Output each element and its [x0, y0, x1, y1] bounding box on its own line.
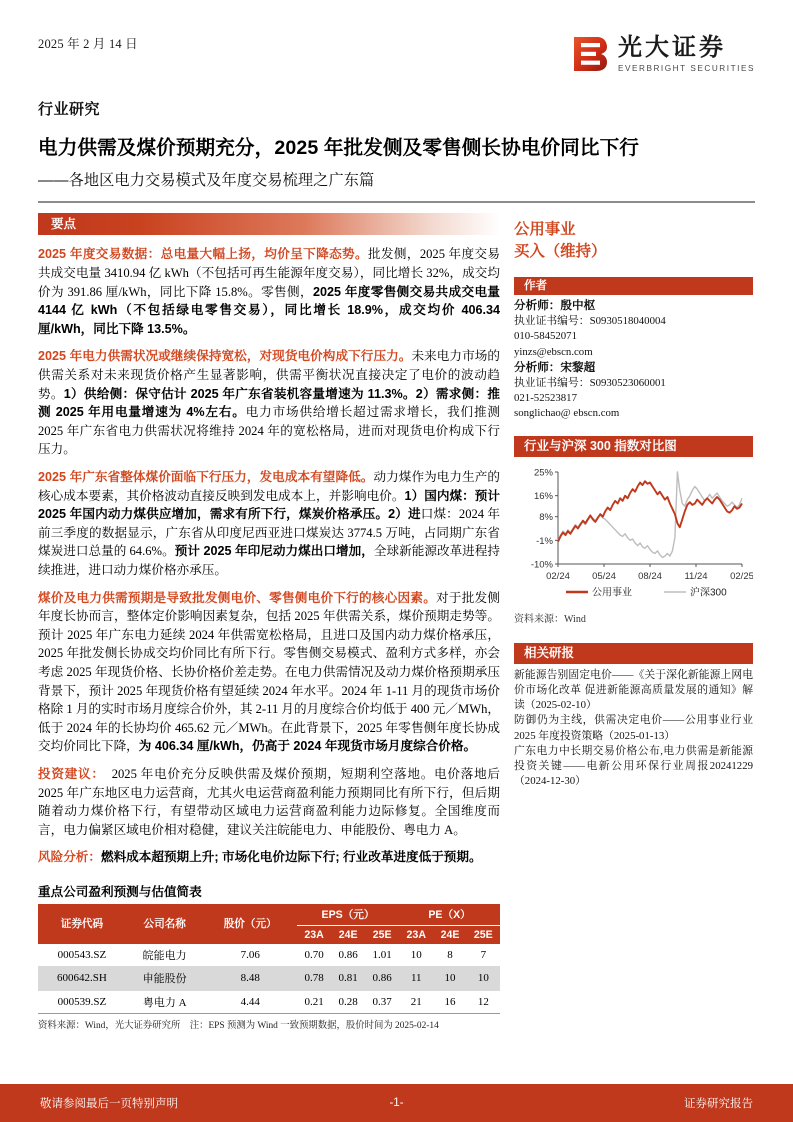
table-head — [38, 904, 500, 944]
research-item[interactable]: 广东电力中长期交易价格公布,电力供需是新能源投资关键——电新公用环保行业周报20241229（2024-12-30） — [514, 744, 753, 788]
cell-pe-25e: 12 — [467, 990, 500, 1013]
chart-source: 资料来源：Wind — [514, 613, 586, 625]
paragraph-emphasis: 1）供给侧：保守估计 2025 年广东省装机容量增速为 11.3%。2）需求侧：推测 2025 年用电量增速为 4%左右。 — [38, 386, 500, 420]
cell-eps-25e: 1.01 — [365, 944, 399, 967]
cell-eps-23a: 0.78 — [297, 967, 331, 990]
author-name: 分析师：宋黎超 — [514, 361, 596, 375]
page-footer — [0, 1084, 793, 1122]
cell-code: 600642.SH — [38, 967, 126, 990]
y-tick-label: -1% — [536, 535, 553, 547]
logo-text — [617, 33, 755, 73]
rating-value: 买入（维持） — [514, 243, 607, 261]
cell-name: 粤电力 A — [126, 990, 204, 1013]
cell-eps-25e: 0.86 — [365, 967, 399, 990]
table-row — [38, 944, 500, 967]
author-license: 执业证书编号：S0930518040004 — [514, 314, 666, 327]
col-group-eps: EPS（元） — [297, 904, 399, 926]
x-tick-label: 11/24 — [684, 570, 708, 582]
report-kicker: 行业研究 — [38, 101, 101, 118]
page-subtitle: ——各地区电力交易模式及年度交易梳理之广东篇 — [38, 172, 375, 190]
author-email[interactable]: yinzs@ebscn.com — [514, 345, 593, 358]
cell-price: 7.06 — [203, 944, 296, 967]
footer-left-text: 敬请参阅最后一页特别声明 — [40, 1098, 178, 1110]
author-phone: 010-58452071 — [514, 330, 577, 343]
paragraph-text: 未来电力市场的供需关系对未来现货价格产生显著影响，供需平衡状况直接决定了电价的波动趋势。 — [38, 349, 501, 401]
chart-legend-label: 公用事业 — [592, 587, 632, 599]
table-note: 资料来源：Wind，光大证券研究所 注：EPS 预测为 Wind 一致预期数据，股价时间为 2025-02-14 — [38, 1021, 439, 1032]
cell-name: 皖能电力 — [126, 944, 204, 967]
paragraph-text: 全球新能源改革进程持续推进，进口动力煤价格亦承压。 — [38, 544, 501, 577]
paragraph-lead: 煤价及电力供需预期是导致批发侧电价、零售侧电价下行的核心因素。 — [38, 590, 437, 605]
footer-right-text: 证券研究报告 — [684, 1098, 753, 1110]
title-divider — [38, 201, 755, 203]
paragraph — [38, 848, 500, 867]
sub-eps-24e: 24E — [331, 925, 365, 944]
author-license: 执业证书编号：S0930523060001 — [514, 376, 666, 389]
cell-code: 000543.SZ — [38, 944, 126, 967]
report-date: 2025 年 2 月 14 日 — [38, 37, 138, 51]
cell-eps-23a: 0.70 — [297, 944, 331, 967]
paragraph-emphasis: 燃料成本超预期上升; 市场化电价边际下行; 行业改革进度低于预期。 — [100, 850, 482, 865]
chart-legend-label: 沪深300 — [690, 587, 727, 599]
author-entry — [514, 298, 753, 360]
x-tick-label: 02/24 — [546, 570, 570, 582]
cell-pe-24e: 8 — [433, 944, 466, 967]
x-tick-label: 02/25 — [730, 570, 753, 582]
x-tick-label: 05/24 — [592, 570, 616, 582]
section-header-research: 相关研报 — [514, 643, 753, 664]
index-comparison-chart — [514, 457, 753, 607]
paragraph-emphasis: 为 406.34 厘/kWh，仍高于 2024 年现货市场月度综合价格。 — [138, 739, 477, 754]
paragraph-lead: 2025 年广东省整体煤价面临下行压力，发电成本有望降低。 — [38, 470, 374, 485]
y-tick-label: 8% — [539, 511, 553, 523]
author-phone: 021-52523817 — [514, 391, 577, 404]
section-header-chart: 行业与沪深 300 指数对比图 — [514, 436, 753, 457]
paragraph-text: 对于批发侧年度长协而言，整体定价影响因素复杂，包括 2025 年供需关系，煤价预期走势等。预计 2025 年广东电力延续 2024 年供需宽松格局，且进口及国内动力煤价格承压，2025 年批发侧长协成交均价同比有所下行。零售侧交易模式、盈利方式多样，亦会考虑 2025 年现货价格、长协价格价差走势。在电力供需情况及动力煤价格预期承压背景下，预计 2025 年现货价格有望延续 2024 年水平。2024 年 1-11 月的现货市场价格除 1 月的实时市场月度综合价外，其 2-11 月的月度综合价均低于 400 元／MWh，低于 2024 年的长协均价 465.62 元／MWh。在此背景下，2025 年零售侧年度长协成交均价同比下降， — [38, 590, 501, 754]
sidebar — [514, 213, 753, 1031]
related-research-list — [514, 664, 753, 790]
everbright-logo-icon — [569, 34, 609, 74]
paragraph-text: 批发侧，2025 年度交易共成交电量 3410.94 亿 kWh（不包括可再生能源年度交易），同比增长 32%，成交均价为 391.86 厘/kWh，同比下降 15.8%。零售侧， — [38, 247, 501, 299]
col-name: 公司名称 — [126, 904, 204, 944]
col-code: 证券代码 — [38, 904, 126, 944]
paragraph-lead: 2025 年度交易数据：总电量大幅上扬，均价呈下降态势。 — [38, 247, 368, 262]
cell-eps-24e: 0.81 — [331, 967, 365, 990]
logo-text-en: EVERBRIGHT SECURITIES — [617, 63, 755, 73]
paragraph — [38, 468, 500, 580]
page-header — [38, 0, 755, 74]
sub-eps-23a: 23A — [297, 925, 331, 944]
section-header-author: 作者 — [514, 277, 753, 295]
y-tick-label: -10% — [530, 559, 553, 571]
research-item[interactable]: 新能源告别固定电价——《关于深化新能源上网电价市场化改革 促进新能源高质量发展的通知》解读（2025-02-10） — [514, 668, 753, 712]
col-price: 股价（元） — [203, 904, 296, 944]
valuation-table — [38, 904, 500, 1014]
sub-pe-24e: 24E — [433, 925, 466, 944]
rating-block — [514, 219, 753, 263]
cell-pe-25e: 10 — [467, 967, 500, 990]
table-row — [38, 990, 500, 1013]
cell-pe-24e: 10 — [433, 967, 466, 990]
cell-name: 申能股份 — [126, 967, 204, 990]
table-body — [38, 944, 500, 1014]
cell-pe-23a: 11 — [399, 967, 433, 990]
author-name: 分析师：殷中枢 — [514, 299, 596, 313]
paragraph — [38, 347, 500, 459]
industry-name: 公用事业 — [514, 221, 576, 239]
y-tick-label: 16% — [533, 490, 553, 502]
page-title: 电力供需及煤价预期充分，2025 年批发侧及零售侧长协电价同比下行 — [38, 137, 639, 159]
paragraph-emphasis: 预计 2025 年印尼动力煤出口增加， — [174, 544, 374, 559]
cell-code: 000539.SZ — [38, 990, 126, 1013]
sub-pe-23a: 23A — [399, 925, 433, 944]
cell-eps-23a: 0.21 — [297, 990, 331, 1013]
chart-series-line — [558, 481, 742, 542]
paragraph-text: 2025 年电价充分反映供需及煤价预期，短期利空落地。电价落地后 2025 年广东地区电力运营商，尤其火电运营商盈利能力预期同比有所下行，但后期随着动力煤价格下行，有望带动区域电力运营商盈利能力边际修复。全国维度而言，电力偏紧区域电价相对稳健，建议关注皖能电力、申能股份、粤电力 A。 — [38, 766, 501, 837]
paragraph-lead: 2025 年电力供需状况或继续保持宽松，对现货电价构成下行压力。 — [38, 349, 412, 364]
chart-svg — [514, 464, 753, 602]
logo-text-cn: 光大证券 — [617, 33, 726, 61]
cell-pe-25e: 7 — [467, 944, 500, 967]
cell-price: 4.44 — [203, 990, 296, 1013]
table-head-row-1 — [38, 904, 500, 926]
y-tick-label: 25% — [533, 467, 553, 479]
sub-eps-25e: 25E — [365, 925, 399, 944]
paragraph-lead: 投资建议： — [38, 766, 99, 781]
chart-series-line — [558, 472, 742, 557]
x-tick-label: 08/24 — [638, 570, 662, 582]
paragraph — [38, 589, 500, 756]
cell-eps-24e: 0.28 — [331, 990, 365, 1013]
author-email[interactable]: songlichao@ ebscn.com — [514, 407, 620, 420]
highlights-body — [38, 245, 500, 866]
paragraph-text: 动力煤作为电力生产的核心成本要素，其价格波动直接反映到发电成本上，并影响电价。 — [38, 470, 501, 503]
table-caption: 重点公司盈利预测与估值简表 — [38, 884, 202, 899]
paragraph-lead: 风险分析： — [38, 850, 101, 865]
section-header-highlights: 要点 — [38, 213, 500, 235]
paragraph-emphasis: 2025 年度零售侧交易共成交电量 4144 亿 kWh（不包括绿电零售交易），同比增长 18.9%，成交均价 406.34 厘/kWh，同比下降 13.5%。 — [38, 284, 500, 336]
cell-price: 8.48 — [203, 967, 296, 990]
sub-pe-25e: 25E — [467, 925, 500, 944]
cell-eps-24e: 0.86 — [331, 944, 365, 967]
paragraph-text: 口煤：2024 年前三季度的数据显示，广东省从印度尼西亚进口煤炭达 3774.5 万吨，占同期广东省煤炭进口总量的 64.6%。 — [38, 507, 500, 559]
main-column — [38, 213, 500, 1031]
col-group-pe: PE（X） — [399, 904, 500, 926]
paragraph — [38, 245, 500, 338]
cell-eps-25e: 0.37 — [365, 990, 399, 1013]
cell-pe-23a: 10 — [399, 944, 433, 967]
company-logo — [569, 34, 755, 74]
footer-page-number: -1- — [389, 1097, 404, 1109]
paragraph-text: 电力市场供给增长超过需求增长，我们推测 2025 年广东省电力供需状况将维持 2024 年的宽松格局，进而对现货电价构成下行压力。 — [38, 405, 500, 457]
author-entry — [514, 360, 753, 422]
research-item[interactable]: 防御仍为主线，供需决定电价——公用事业行业2025 年度投资策略（2025-01-13） — [514, 714, 753, 742]
content-columns — [38, 213, 755, 1031]
author-list — [514, 295, 753, 421]
paragraph-emphasis: 1）国内煤：预计 2025 年国内动力煤供应增加，需求有所下行，煤炭价格承压。2）进 — [38, 488, 500, 522]
table-row — [38, 967, 500, 990]
cell-pe-24e: 16 — [433, 990, 466, 1013]
cell-pe-23a: 21 — [399, 990, 433, 1013]
paragraph — [38, 765, 500, 839]
